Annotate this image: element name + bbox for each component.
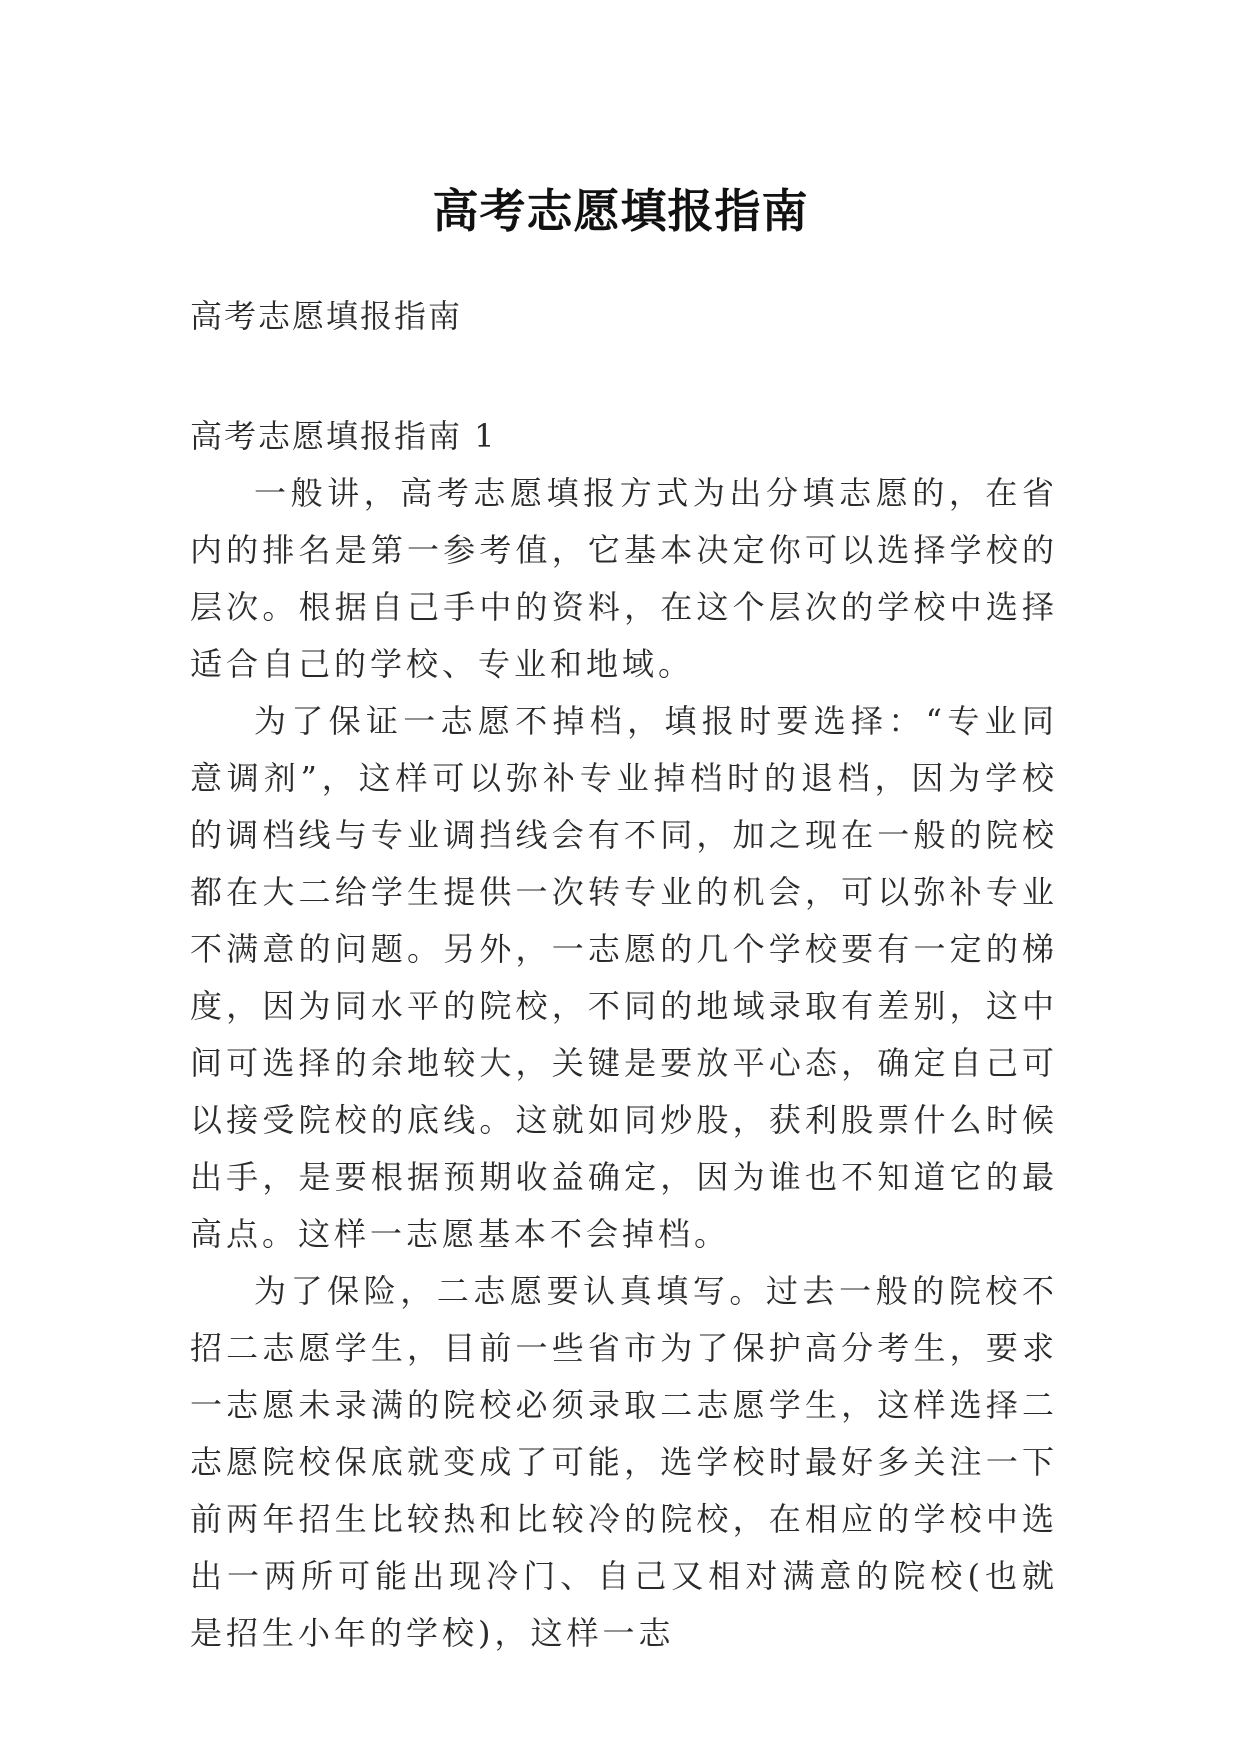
document-title: 高考志愿填报指南 <box>432 183 809 238</box>
paragraph: 一般讲，高考志愿填报方式为出分填志愿的，在省内的排名是第一参考值，它基本决定你可以选择学校的层次。根据自己手中的资料，在这个层次的学校中选择适合自己的学校、专业和地域。 <box>190 474 1058 683</box>
paragraph: 为了保险，二志愿要认真填写。过去一般的院校不招二志愿学生，目前一些省市为了保护高分考生，要求一志愿未录满的院校必须录取二志愿学生，这样选择二志愿院校保底就变成了可能，选学校时最好多关注一下前两年招生比较热和比较冷的院校，在相应的学校中选出一两所可能出现冷门、自己又相对满意的院校(也就是招生小年的学校)，这样一志 <box>190 1272 1058 1652</box>
paragraph: 为了保证一志愿不掉档，填报时要选择：“专业同意调剂”，这样可以弥补专业掉档时的退档，因为学校的调档线与专业调挡线会有不同，加之现在一般的院校都在大二给学生提供一次转专业的机会，可以弥补专业不满意的问题。另外，一志愿的几个学校要有一定的梯度，因为同水平的院校，不同的地域录取有差别，这中间可选择的余地较大，关键是要放平心态，确定自己可以接受院校的底线。这就如同炒股，获利股票什么时候出手，是要根据预期收益确定，因为谁也不知道它的最高点。这样一志愿基本不会掉档。 <box>190 702 1058 1253</box>
document-body <box>190 288 1058 1662</box>
section-heading: 高考志愿填报指南 1 <box>190 417 497 455</box>
document-subtitle: 高考志愿填报指南 <box>190 297 463 335</box>
